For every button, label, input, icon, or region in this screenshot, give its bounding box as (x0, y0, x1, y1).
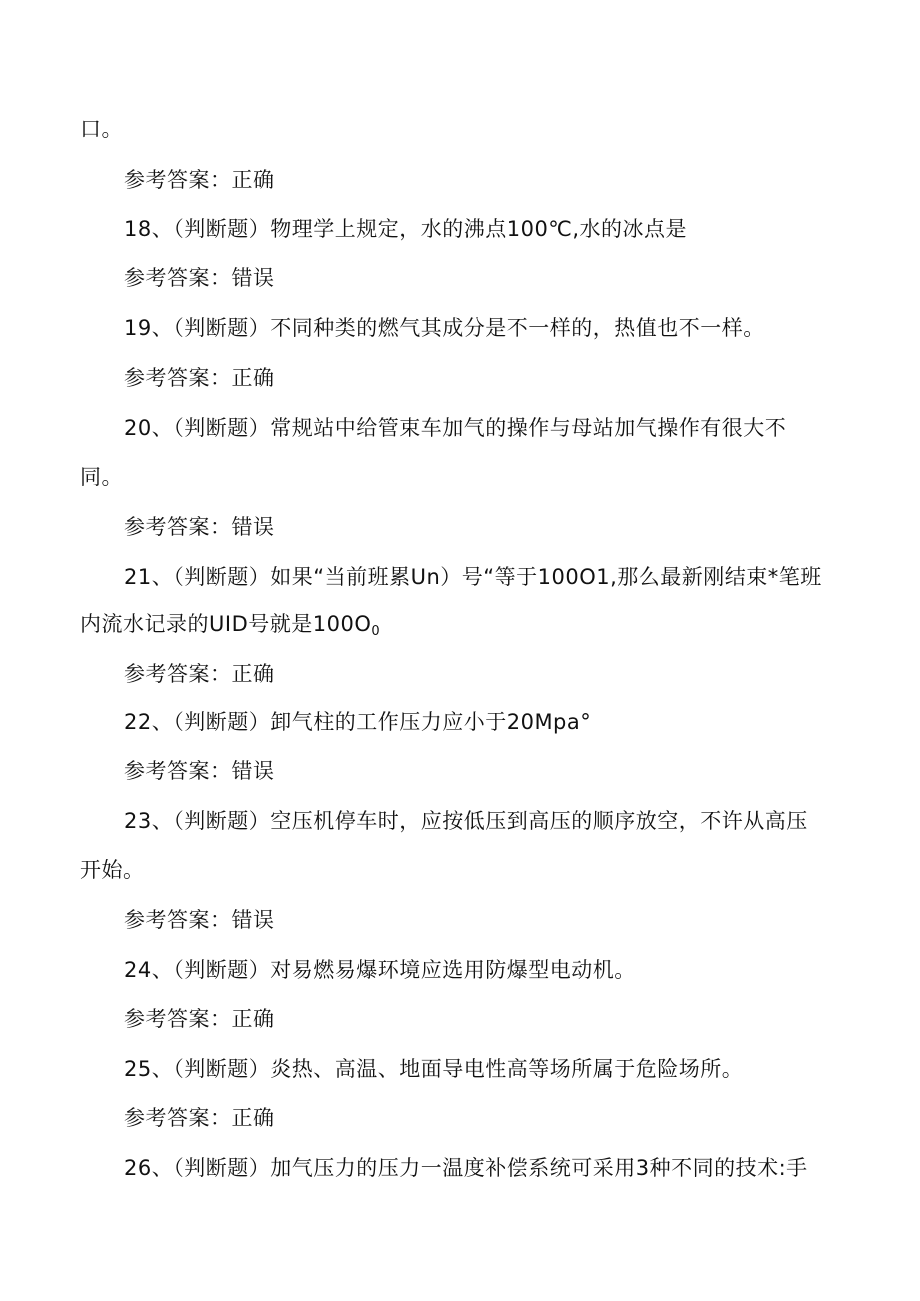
answer-line: 参考答案：错误 (124, 515, 275, 539)
answer-line: 参考答案：正确 (124, 168, 275, 192)
answer-line: 参考答案：错误 (124, 908, 275, 932)
subscript-text: 0 (371, 624, 381, 639)
answer-line: 参考答案：错误 (124, 266, 275, 290)
question-line-continued: 开始。 (80, 858, 145, 882)
question-line-continued (80, 610, 380, 646)
text-line: 口。 (80, 117, 123, 141)
question-line-continued: 同。 (80, 465, 123, 489)
answer-line: 参考答案：正确 (124, 662, 275, 686)
question-line: 19、（判断题）不同种类的燃气其成分是不一样的，热值也不一样。 (124, 316, 765, 340)
question-line: 18、（判断题）物理学上规定，水的沸点100℃,水的冰点是 (124, 217, 688, 241)
answer-line: 参考答案：正确 (124, 366, 275, 390)
question-line: 21、（判断题）如果“当前班累Un）号“等于100O1,那么最新刚结束*笔班 (124, 565, 822, 589)
question-line: 26、（判断题）加气压力的压力一温度补偿系统可采用3种不同的技术:手 (124, 1156, 808, 1180)
question-text: 内流水记录的UID号就是100O (80, 612, 372, 636)
question-line: 20、（判断题）常规站中给管束车加气的操作与母站加气操作有很大不 (124, 416, 787, 440)
question-line: 22、（判断题）卸气柱的工作压力应小于20Mpa° (124, 710, 592, 734)
answer-line: 参考答案：错误 (124, 759, 275, 783)
question-line: 23、（判断题）空压机停车时，应按低压到高压的顺序放空，不许从高压 (124, 809, 808, 833)
answer-line: 参考答案：正确 (124, 1106, 275, 1130)
question-line: 24、（判断题）对易燃易爆环境应选用防爆型电动机。 (124, 958, 636, 982)
answer-line: 参考答案：正确 (124, 1007, 275, 1031)
question-line: 25、（判断题）炎热、高温、地面导电性高等场所属于危险场所。 (124, 1057, 744, 1081)
